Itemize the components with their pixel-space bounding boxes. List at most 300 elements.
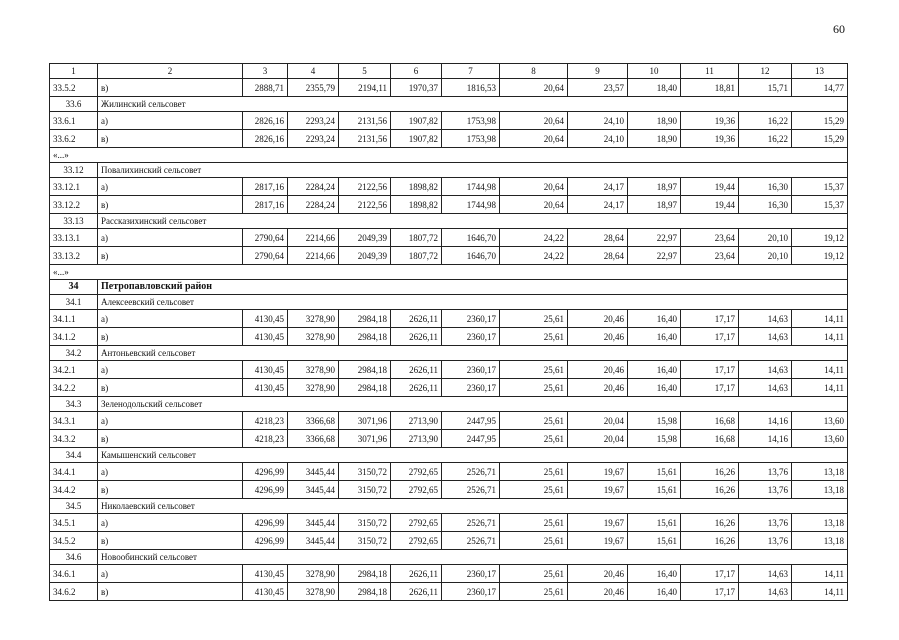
- table-cell: 25,61: [500, 310, 568, 328]
- table-cell: 1898,82: [391, 196, 442, 214]
- table-cell: 2447,95: [442, 430, 500, 448]
- table-cell: 15,71: [739, 79, 792, 97]
- row-code: 33.13: [50, 214, 98, 229]
- ellipsis-row: [50, 148, 848, 163]
- row-code: 33.13.2: [50, 247, 98, 265]
- table-cell: 3071,96: [339, 412, 391, 430]
- table-cell: 2826,16: [243, 130, 288, 148]
- table-row: [50, 532, 848, 550]
- table-cell: 2122,56: [339, 196, 391, 214]
- table-cell: 19,44: [681, 196, 739, 214]
- table-row: [50, 112, 848, 130]
- section-row: [50, 163, 848, 178]
- table-cell: 19,44: [681, 178, 739, 196]
- row-variant: а): [98, 310, 243, 328]
- table-cell: 2626,11: [391, 565, 442, 583]
- table-cell: 25,61: [500, 379, 568, 397]
- column-number-3: 3: [243, 64, 288, 79]
- table-cell: 16,26: [681, 481, 739, 499]
- table-cell: 15,37: [792, 196, 848, 214]
- column-number-8: 8: [500, 64, 568, 79]
- table-cell: 2131,56: [339, 130, 391, 148]
- table-cell: 2826,16: [243, 112, 288, 130]
- row-code: 34.1.2: [50, 328, 98, 346]
- table-cell: 2194,11: [339, 79, 391, 97]
- column-number-5: 5: [339, 64, 391, 79]
- table-row: [50, 130, 848, 148]
- table-row: [50, 412, 848, 430]
- row-code: 34.6.2: [50, 583, 98, 601]
- table-cell: 19,67: [568, 481, 628, 499]
- row-code: 34.5.2: [50, 532, 98, 550]
- table-cell: 1898,82: [391, 178, 442, 196]
- row-code: 34.5: [50, 499, 98, 514]
- table-cell: 2049,39: [339, 229, 391, 247]
- table-header-row: [50, 64, 848, 79]
- row-code: 33.6.1: [50, 112, 98, 130]
- table-cell: 14,11: [792, 328, 848, 346]
- table-cell: 3278,90: [288, 310, 339, 328]
- table-cell: 13,18: [792, 514, 848, 532]
- row-variant: в): [98, 247, 243, 265]
- section-name: Повалихинский сельсовет: [98, 163, 848, 178]
- table-cell: 20,64: [500, 178, 568, 196]
- table-cell: 1646,70: [442, 229, 500, 247]
- section-name: Антоньевский сельсовет: [98, 346, 848, 361]
- table-cell: 4296,99: [243, 514, 288, 532]
- row-variant: в): [98, 196, 243, 214]
- column-number-7: 7: [442, 64, 500, 79]
- table-cell: 16,22: [739, 130, 792, 148]
- table-cell: 13,76: [739, 463, 792, 481]
- table-cell: 2984,18: [339, 379, 391, 397]
- table-cell: 1744,98: [442, 178, 500, 196]
- section-name: Новообинский сельсовет: [98, 550, 848, 565]
- table-body: [50, 64, 848, 601]
- table-cell: 4130,45: [243, 310, 288, 328]
- table-cell: 14,11: [792, 361, 848, 379]
- ellipsis-marker: «...»: [50, 148, 848, 163]
- table-cell: 20,64: [500, 112, 568, 130]
- section-name: Жилинский сельсовет: [98, 97, 848, 112]
- table-cell: 3150,72: [339, 514, 391, 532]
- table-cell: 15,61: [628, 481, 681, 499]
- table-cell: 16,68: [681, 430, 739, 448]
- table-cell: 14,63: [739, 379, 792, 397]
- column-number-12: 12: [739, 64, 792, 79]
- table-cell: 25,61: [500, 514, 568, 532]
- table-cell: 24,10: [568, 130, 628, 148]
- table-cell: 14,16: [739, 412, 792, 430]
- table-cell: 17,17: [681, 361, 739, 379]
- row-variant: в): [98, 130, 243, 148]
- section-row: [50, 448, 848, 463]
- table-cell: 13,18: [792, 481, 848, 499]
- table-cell: 4296,99: [243, 481, 288, 499]
- table-cell: 20,04: [568, 412, 628, 430]
- table-cell: 20,46: [568, 565, 628, 583]
- table-row: [50, 310, 848, 328]
- table-cell: 2888,71: [243, 79, 288, 97]
- section-row: [50, 295, 848, 310]
- table-cell: 1646,70: [442, 247, 500, 265]
- table-cell: 2360,17: [442, 328, 500, 346]
- section-name: Зеленодольский сельсовет: [98, 397, 848, 412]
- row-variant: а): [98, 412, 243, 430]
- table-cell: 2360,17: [442, 565, 500, 583]
- row-variant: в): [98, 583, 243, 601]
- table-row: [50, 178, 848, 196]
- table-cell: 4130,45: [243, 583, 288, 601]
- table-cell: 16,30: [739, 178, 792, 196]
- table-cell: 2984,18: [339, 583, 391, 601]
- page-number: 60: [833, 22, 845, 36]
- row-code: 34.4.1: [50, 463, 98, 481]
- table-cell: 3071,96: [339, 430, 391, 448]
- table-cell: 14,63: [739, 583, 792, 601]
- column-number-9: 9: [568, 64, 628, 79]
- row-code: 34.2.2: [50, 379, 98, 397]
- table-cell: 2049,39: [339, 247, 391, 265]
- ellipsis-row: [50, 265, 848, 280]
- table-cell: 1744,98: [442, 196, 500, 214]
- table-cell: 18,90: [628, 130, 681, 148]
- table-cell: 2626,11: [391, 328, 442, 346]
- table-cell: 18,97: [628, 178, 681, 196]
- table-cell: 18,40: [628, 79, 681, 97]
- table-cell: 2284,24: [288, 196, 339, 214]
- column-number-10: 10: [628, 64, 681, 79]
- row-code: 33.12.2: [50, 196, 98, 214]
- table-cell: 2792,65: [391, 514, 442, 532]
- table-cell: 13,76: [739, 514, 792, 532]
- table-cell: 4296,99: [243, 532, 288, 550]
- table-cell: 14,11: [792, 379, 848, 397]
- table-cell: 20,46: [568, 379, 628, 397]
- table-cell: 17,17: [681, 565, 739, 583]
- table-cell: 16,40: [628, 310, 681, 328]
- table-cell: 18,97: [628, 196, 681, 214]
- table-cell: 3150,72: [339, 481, 391, 499]
- table-cell: 15,61: [628, 514, 681, 532]
- table-cell: 2360,17: [442, 379, 500, 397]
- section-name: Рассказихинский сельсовет: [98, 214, 848, 229]
- table-cell: 2122,56: [339, 178, 391, 196]
- row-code: 34.5.1: [50, 514, 98, 532]
- table-cell: 22,97: [628, 229, 681, 247]
- row-code: 33.12.1: [50, 178, 98, 196]
- table-row: [50, 481, 848, 499]
- table-cell: 2984,18: [339, 361, 391, 379]
- table-cell: 20,46: [568, 361, 628, 379]
- table-cell: 1816,53: [442, 79, 500, 97]
- table-cell: 2284,24: [288, 178, 339, 196]
- table-cell: 13,76: [739, 481, 792, 499]
- table-cell: 25,61: [500, 412, 568, 430]
- table-cell: 20,46: [568, 583, 628, 601]
- table-cell: 25,61: [500, 532, 568, 550]
- table-cell: 13,60: [792, 412, 848, 430]
- table-cell: 4130,45: [243, 379, 288, 397]
- table-cell: 15,98: [628, 430, 681, 448]
- table-cell: 24,22: [500, 229, 568, 247]
- row-code: 33.12: [50, 163, 98, 178]
- table-cell: 17,17: [681, 328, 739, 346]
- table-cell: 16,40: [628, 379, 681, 397]
- table-cell: 2626,11: [391, 583, 442, 601]
- row-code: 33.6: [50, 97, 98, 112]
- table-cell: 20,46: [568, 310, 628, 328]
- table-cell: 22,97: [628, 247, 681, 265]
- table-row: [50, 361, 848, 379]
- row-variant: в): [98, 430, 243, 448]
- row-variant: а): [98, 361, 243, 379]
- table-cell: 2792,65: [391, 532, 442, 550]
- table-cell: 1753,98: [442, 112, 500, 130]
- table-cell: 2792,65: [391, 481, 442, 499]
- row-code: 33.13.1: [50, 229, 98, 247]
- table-cell: 16,40: [628, 328, 681, 346]
- table-cell: 25,61: [500, 430, 568, 448]
- row-variant: а): [98, 229, 243, 247]
- table-cell: 3445,44: [288, 532, 339, 550]
- table-cell: 23,64: [681, 229, 739, 247]
- table-cell: 14,63: [739, 565, 792, 583]
- table-row: [50, 430, 848, 448]
- table-cell: 20,10: [739, 247, 792, 265]
- table-cell: 1907,82: [391, 130, 442, 148]
- table-cell: 25,61: [500, 565, 568, 583]
- table-cell: 4296,99: [243, 463, 288, 481]
- table-cell: 2526,71: [442, 463, 500, 481]
- table-cell: 3150,72: [339, 463, 391, 481]
- table-cell: 2214,66: [288, 247, 339, 265]
- table-cell: 16,40: [628, 361, 681, 379]
- row-code: 34.4.2: [50, 481, 98, 499]
- table-cell: 20,64: [500, 196, 568, 214]
- table-cell: 2817,16: [243, 178, 288, 196]
- table-cell: 19,67: [568, 514, 628, 532]
- section-row: [50, 346, 848, 361]
- table-cell: 2790,64: [243, 247, 288, 265]
- table-cell: 2790,64: [243, 229, 288, 247]
- table-cell: 20,46: [568, 328, 628, 346]
- table-cell: 2984,18: [339, 565, 391, 583]
- row-code: 34.3: [50, 397, 98, 412]
- table-cell: 19,36: [681, 112, 739, 130]
- table-cell: 18,90: [628, 112, 681, 130]
- table-cell: 17,17: [681, 379, 739, 397]
- row-variant: а): [98, 463, 243, 481]
- row-code: 34.2.1: [50, 361, 98, 379]
- table-row: [50, 379, 848, 397]
- table-cell: 1970,37: [391, 79, 442, 97]
- table-cell: 3445,44: [288, 463, 339, 481]
- table-cell: 3366,68: [288, 430, 339, 448]
- section-name: Алексеевский сельсовет: [98, 295, 848, 310]
- table-cell: 16,26: [681, 514, 739, 532]
- table-cell: 3445,44: [288, 514, 339, 532]
- table-cell: 2626,11: [391, 379, 442, 397]
- table-row: [50, 229, 848, 247]
- table-cell: 2293,24: [288, 130, 339, 148]
- table-cell: 2817,16: [243, 196, 288, 214]
- row-variant: а): [98, 178, 243, 196]
- table-cell: 2526,71: [442, 514, 500, 532]
- table-cell: 25,61: [500, 328, 568, 346]
- table-cell: 2131,56: [339, 112, 391, 130]
- table-cell: 17,17: [681, 310, 739, 328]
- row-code: 34.4: [50, 448, 98, 463]
- row-variant: в): [98, 379, 243, 397]
- row-code: 34.6: [50, 550, 98, 565]
- table-cell: 28,64: [568, 229, 628, 247]
- column-number-13: 13: [792, 64, 848, 79]
- section-row: [50, 550, 848, 565]
- table-cell: 1807,72: [391, 229, 442, 247]
- table-cell: 13,18: [792, 532, 848, 550]
- table-cell: 20,64: [500, 130, 568, 148]
- table-cell: 3150,72: [339, 532, 391, 550]
- table-cell: 2792,65: [391, 463, 442, 481]
- table-row: [50, 463, 848, 481]
- row-variant: а): [98, 514, 243, 532]
- table-cell: 4218,23: [243, 412, 288, 430]
- row-variant: а): [98, 565, 243, 583]
- table-cell: 15,37: [792, 178, 848, 196]
- row-variant: в): [98, 328, 243, 346]
- table-cell: 2526,71: [442, 532, 500, 550]
- table-cell: 16,40: [628, 583, 681, 601]
- row-code: 34.1.1: [50, 310, 98, 328]
- table-cell: 25,61: [500, 583, 568, 601]
- table-cell: 2713,90: [391, 412, 442, 430]
- table-row: [50, 196, 848, 214]
- table-cell: 14,63: [739, 361, 792, 379]
- table-cell: 20,10: [739, 229, 792, 247]
- column-number-4: 4: [288, 64, 339, 79]
- table-cell: 2447,95: [442, 412, 500, 430]
- table-cell: 17,17: [681, 583, 739, 601]
- row-code: 33.6.2: [50, 130, 98, 148]
- table-cell: 2360,17: [442, 310, 500, 328]
- table-cell: 13,60: [792, 430, 848, 448]
- table-cell: 25,61: [500, 481, 568, 499]
- column-number-6: 6: [391, 64, 442, 79]
- table-cell: 25,61: [500, 463, 568, 481]
- table-cell: 3278,90: [288, 583, 339, 601]
- column-number-11: 11: [681, 64, 739, 79]
- section-row: [50, 214, 848, 229]
- row-variant: в): [98, 532, 243, 550]
- table-cell: 1907,82: [391, 112, 442, 130]
- table-cell: 4218,23: [243, 430, 288, 448]
- table-cell: 2984,18: [339, 310, 391, 328]
- row-code: 33.5.2: [50, 79, 98, 97]
- table-cell: 18,81: [681, 79, 739, 97]
- table-row: [50, 514, 848, 532]
- table-cell: 4130,45: [243, 565, 288, 583]
- column-number-1: 1: [50, 64, 98, 79]
- section-name: Камышенский сельсовет: [98, 448, 848, 463]
- tariff-table: [49, 63, 848, 601]
- row-variant: а): [98, 112, 243, 130]
- section-name: Николаевский сельсовет: [98, 499, 848, 514]
- table-cell: 16,30: [739, 196, 792, 214]
- table-cell: 2526,71: [442, 481, 500, 499]
- table-cell: 4130,45: [243, 361, 288, 379]
- row-code: 34.1: [50, 295, 98, 310]
- row-code: 34.6.1: [50, 565, 98, 583]
- table-cell: 24,10: [568, 112, 628, 130]
- column-number-2: 2: [98, 64, 243, 79]
- table-cell: 28,64: [568, 247, 628, 265]
- table-cell: 2360,17: [442, 583, 500, 601]
- row-code: 34: [50, 280, 98, 295]
- table-cell: 24,17: [568, 196, 628, 214]
- table-cell: 19,67: [568, 532, 628, 550]
- row-code: 34.3.1: [50, 412, 98, 430]
- table-cell: 23,57: [568, 79, 628, 97]
- district-name: Петропавловский район: [98, 280, 848, 295]
- table-cell: 19,36: [681, 130, 739, 148]
- table-cell: 2360,17: [442, 361, 500, 379]
- table-cell: 24,22: [500, 247, 568, 265]
- table-cell: 13,18: [792, 463, 848, 481]
- table-cell: 14,63: [739, 310, 792, 328]
- table-cell: 15,61: [628, 463, 681, 481]
- table-cell: 14,16: [739, 430, 792, 448]
- table-cell: 13,76: [739, 532, 792, 550]
- table-cell: 16,26: [681, 532, 739, 550]
- table-cell: 23,64: [681, 247, 739, 265]
- table-cell: 14,11: [792, 583, 848, 601]
- table-cell: 16,40: [628, 565, 681, 583]
- table-cell: 2355,79: [288, 79, 339, 97]
- table-cell: 2214,66: [288, 229, 339, 247]
- table-cell: 16,26: [681, 463, 739, 481]
- section-row: [50, 97, 848, 112]
- table-row: [50, 328, 848, 346]
- table-cell: 3278,90: [288, 379, 339, 397]
- table-cell: 1753,98: [442, 130, 500, 148]
- table-cell: 14,77: [792, 79, 848, 97]
- table-cell: 15,98: [628, 412, 681, 430]
- table-cell: 2984,18: [339, 328, 391, 346]
- table-row: [50, 583, 848, 601]
- row-variant: в): [98, 79, 243, 97]
- table-cell: 3278,90: [288, 361, 339, 379]
- district-row: [50, 280, 848, 295]
- table-cell: 2713,90: [391, 430, 442, 448]
- table-cell: 19,12: [792, 247, 848, 265]
- table-cell: 14,63: [739, 328, 792, 346]
- table-cell: 15,61: [628, 532, 681, 550]
- table-cell: 3445,44: [288, 481, 339, 499]
- row-code: 34.2: [50, 346, 98, 361]
- table-cell: 1807,72: [391, 247, 442, 265]
- table-row: [50, 247, 848, 265]
- section-row: [50, 397, 848, 412]
- table-row: [50, 79, 848, 97]
- table-cell: 2293,24: [288, 112, 339, 130]
- table-cell: 20,64: [500, 79, 568, 97]
- table-cell: 25,61: [500, 361, 568, 379]
- ellipsis-marker: «...»: [50, 265, 848, 280]
- table-cell: 16,22: [739, 112, 792, 130]
- table-row: [50, 565, 848, 583]
- table-cell: 19,67: [568, 463, 628, 481]
